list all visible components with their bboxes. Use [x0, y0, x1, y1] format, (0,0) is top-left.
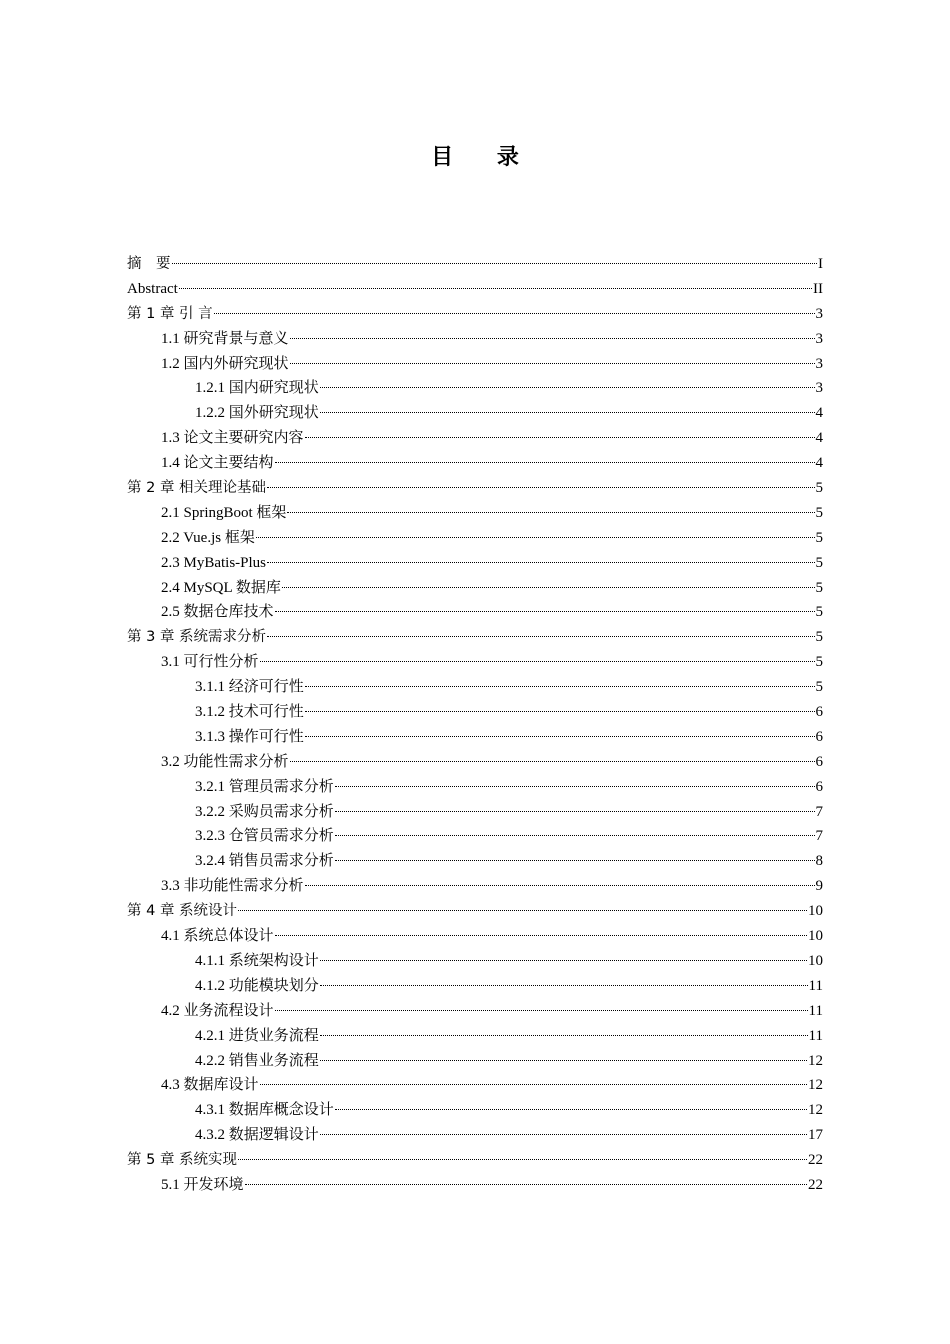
toc-entry-label: 1.2 国内外研究现状: [161, 355, 289, 372]
toc-title: 目 录: [431, 145, 537, 170]
toc-entry-page-number: 9: [815, 878, 823, 895]
toc-entry[interactable]: [127, 376, 823, 401]
toc-entry-page-number: 12: [808, 1077, 823, 1094]
toc-entry-page-number: 5: [815, 504, 823, 521]
toc-leader-dots: [275, 610, 815, 612]
toc-entry-label: 1.3 论文主要研究内容: [161, 430, 304, 447]
toc-entry[interactable]: [127, 650, 823, 675]
toc-leader-dots: [305, 685, 815, 687]
toc-entry-label: 4.3.1 数据库概念设计: [195, 1102, 334, 1119]
toc-entry-label: 4.3 数据库设计: [161, 1077, 259, 1094]
toc-entry-page-number: 3: [815, 355, 823, 372]
toc-entry-page-number: 5: [815, 629, 823, 646]
toc-leader-dots: [320, 984, 808, 986]
toc-entry-page-number: 11: [808, 977, 823, 994]
toc-leader-dots: [320, 1034, 808, 1036]
toc-entry-label: 2.4 MySQL 数据库: [161, 579, 281, 596]
toc-entry-page-number: 6: [815, 778, 823, 795]
toc-entry-page-number: 22: [808, 1176, 823, 1193]
toc-entry-page-number: 6: [815, 753, 823, 770]
toc-entry-page-number: II: [813, 280, 823, 297]
toc-entry-page-number: 3: [815, 380, 823, 397]
toc-leader-dots: [305, 710, 815, 712]
toc-entry-label: 3.2 功能性需求分析: [161, 753, 289, 770]
toc-leader-dots: [335, 810, 815, 812]
toc-entry-label: 3.1.2 技术可行性: [195, 704, 304, 721]
toc-entry-page-number: 5: [815, 604, 823, 621]
toc-leader-dots: [238, 1158, 807, 1160]
toc-entry-page-number: 10: [808, 952, 823, 969]
toc-entry-page-number: 3: [815, 330, 823, 347]
toc-entry[interactable]: [127, 277, 823, 302]
toc-entry[interactable]: [127, 451, 823, 476]
toc-entry-label: 2.1 SpringBoot 框架: [161, 504, 287, 521]
toc-entry-label: 4.2 业务流程设计: [161, 1002, 274, 1019]
toc-entry-page-number: 12: [808, 1052, 823, 1069]
toc-entry-label: 2.3 MyBatis-Plus: [161, 554, 267, 571]
toc-entry[interactable]: [127, 426, 823, 451]
toc-entry-page-number: 7: [815, 803, 823, 820]
toc-leader-dots: [287, 511, 814, 513]
toc-entry[interactable]: [127, 750, 823, 775]
toc-entry[interactable]: [127, 252, 823, 277]
toc-entry-page-number: 10: [808, 903, 823, 920]
toc-entry-label: 摘 要: [127, 256, 171, 272]
toc-leader-dots: [282, 586, 815, 588]
toc-entry[interactable]: [127, 1049, 823, 1074]
toc-entry[interactable]: [127, 1173, 823, 1198]
toc-leader-dots: [305, 735, 815, 737]
toc-entry[interactable]: [127, 725, 823, 750]
toc-entry[interactable]: [127, 974, 823, 999]
toc-entry-label: 4.2.2 销售业务流程: [195, 1052, 319, 1069]
toc-entry-page-number: 4: [815, 430, 823, 447]
toc-entry[interactable]: [127, 526, 823, 551]
table-of-contents: [127, 252, 823, 1198]
toc-entry[interactable]: [127, 924, 823, 949]
toc-entry-label: 3.2.1 管理员需求分析: [195, 778, 334, 795]
toc-leader-dots: [335, 859, 815, 861]
toc-entry-page-number: 5: [815, 579, 823, 596]
toc-entry-label: 3.1 可行性分析: [161, 654, 259, 671]
toc-entry[interactable]: [127, 1098, 823, 1123]
toc-entry-label: 4.2.1 进货业务流程: [195, 1027, 319, 1044]
toc-leader-dots: [260, 1083, 807, 1085]
toc-entry-label: 3.2.4 销售员需求分析: [195, 853, 334, 870]
toc-entry[interactable]: [127, 775, 823, 800]
toc-leader-dots: [267, 635, 814, 637]
toc-entry-label: 第 4 章 系统设计: [127, 903, 238, 920]
toc-leader-dots: [320, 1133, 807, 1135]
toc-entry-page-number: I: [818, 256, 823, 272]
toc-entry-label: 1.2.2 国外研究现状: [195, 405, 319, 422]
toc-leader-dots: [320, 386, 815, 388]
toc-leader-dots: [290, 362, 815, 364]
toc-entry-label: 4.1.2 功能模块划分: [195, 977, 319, 994]
toc-entry[interactable]: [127, 824, 823, 849]
toc-entry-label: Abstract: [127, 280, 178, 297]
toc-entry-label: 4.1 系统总体设计: [161, 928, 274, 945]
toc-entry[interactable]: [127, 874, 823, 899]
toc-leader-dots: [275, 1009, 808, 1011]
toc-entry-page-number: 4: [815, 405, 823, 422]
toc-entry-label: 2.2 Vue.js 框架: [161, 529, 255, 546]
toc-entry[interactable]: [127, 352, 823, 377]
toc-leader-dots: [275, 461, 815, 463]
toc-leader-dots: [214, 312, 815, 314]
toc-entry-label: 第 3 章 系统需求分析: [127, 629, 267, 646]
toc-entry-page-number: 12: [808, 1102, 823, 1119]
toc-entry-label: 1.1 研究背景与意义: [161, 330, 289, 347]
toc-entry[interactable]: [127, 401, 823, 426]
toc-entry-label: 3.1.3 操作可行性: [195, 728, 304, 745]
toc-entry[interactable]: [127, 999, 823, 1024]
toc-entry[interactable]: [127, 576, 823, 601]
toc-leader-dots: [267, 486, 814, 488]
toc-leader-dots: [320, 1059, 807, 1061]
toc-entry-label: 3.3 非功能性需求分析: [161, 878, 304, 895]
toc-entry[interactable]: [127, 1148, 823, 1173]
toc-entry-page-number: 6: [815, 704, 823, 721]
toc-leader-dots: [335, 785, 815, 787]
toc-leader-dots: [290, 760, 815, 762]
toc-leader-dots: [245, 1183, 807, 1185]
toc-entry-page-number: 8: [815, 853, 823, 870]
toc-entry[interactable]: [127, 849, 823, 874]
toc-entry-label: 1.2.1 国内研究现状: [195, 380, 319, 397]
toc-entry-page-number: 11: [808, 1027, 823, 1044]
toc-leader-dots: [256, 536, 815, 538]
toc-entry-page-number: 6: [815, 728, 823, 745]
toc-entry-label: 4.3.2 数据逻辑设计: [195, 1127, 319, 1144]
toc-entry[interactable]: [127, 800, 823, 825]
toc-entry-page-number: 4: [815, 455, 823, 472]
toc-leader-dots: [305, 884, 815, 886]
toc-entry[interactable]: [127, 700, 823, 725]
toc-entry-page-number: 5: [815, 554, 823, 571]
toc-entry[interactable]: [127, 501, 823, 526]
toc-entry-label: 3.2.3 仓管员需求分析: [195, 828, 334, 845]
toc-leader-dots: [179, 287, 812, 289]
toc-entry-page-number: 11: [808, 1002, 823, 1019]
toc-entry[interactable]: [127, 949, 823, 974]
toc-leader-dots: [290, 337, 815, 339]
toc-entry[interactable]: [127, 600, 823, 625]
toc-leader-dots: [275, 934, 807, 936]
toc-entry[interactable]: [127, 476, 823, 501]
toc-entry-label: 4.1.1 系统架构设计: [195, 952, 319, 969]
toc-entry-page-number: 22: [808, 1152, 823, 1169]
toc-entry-label: 5.1 开发环境: [161, 1176, 244, 1193]
toc-entry-label: 第 2 章 相关理论基础: [127, 480, 267, 497]
toc-entry[interactable]: [127, 551, 823, 576]
toc-entry[interactable]: [127, 1024, 823, 1049]
toc-entry[interactable]: [127, 1123, 823, 1148]
toc-entry[interactable]: [127, 327, 823, 352]
toc-entry-label: 第 5 章 系统实现: [127, 1152, 238, 1169]
toc-entry[interactable]: [127, 675, 823, 700]
toc-entry[interactable]: [127, 1073, 823, 1098]
toc-entry-page-number: 7: [815, 828, 823, 845]
toc-entry-page-number: 5: [815, 679, 823, 696]
toc-leader-dots: [335, 834, 815, 836]
toc-entry-page-number: 17: [808, 1127, 823, 1144]
toc-entry-page-number: 5: [815, 480, 823, 497]
toc-leader-dots: [305, 436, 815, 438]
toc-entry-label: 2.5 数据仓库技术: [161, 604, 274, 621]
toc-entry-label: 1.4 论文主要结构: [161, 455, 274, 472]
toc-entry-page-number: 5: [815, 529, 823, 546]
toc-entry-label: 第 1 章 引 言: [127, 305, 213, 322]
toc-leader-dots: [320, 959, 807, 961]
toc-leader-dots: [260, 660, 815, 662]
toc-entry-page-number: 3: [815, 305, 823, 322]
toc-entry-label: 3.2.2 采购员需求分析: [195, 803, 334, 820]
toc-entry[interactable]: [127, 302, 823, 327]
toc-entry[interactable]: [127, 625, 823, 650]
toc-leader-dots: [320, 411, 815, 413]
toc-entry-page-number: 10: [808, 928, 823, 945]
toc-entry[interactable]: [127, 899, 823, 924]
toc-leader-dots: [172, 262, 818, 264]
toc-leader-dots: [335, 1108, 807, 1110]
toc-leader-dots: [267, 561, 814, 563]
toc-leader-dots: [238, 909, 807, 911]
toc-entry-label: 3.1.1 经济可行性: [195, 679, 304, 696]
toc-entry-page-number: 5: [815, 654, 823, 671]
